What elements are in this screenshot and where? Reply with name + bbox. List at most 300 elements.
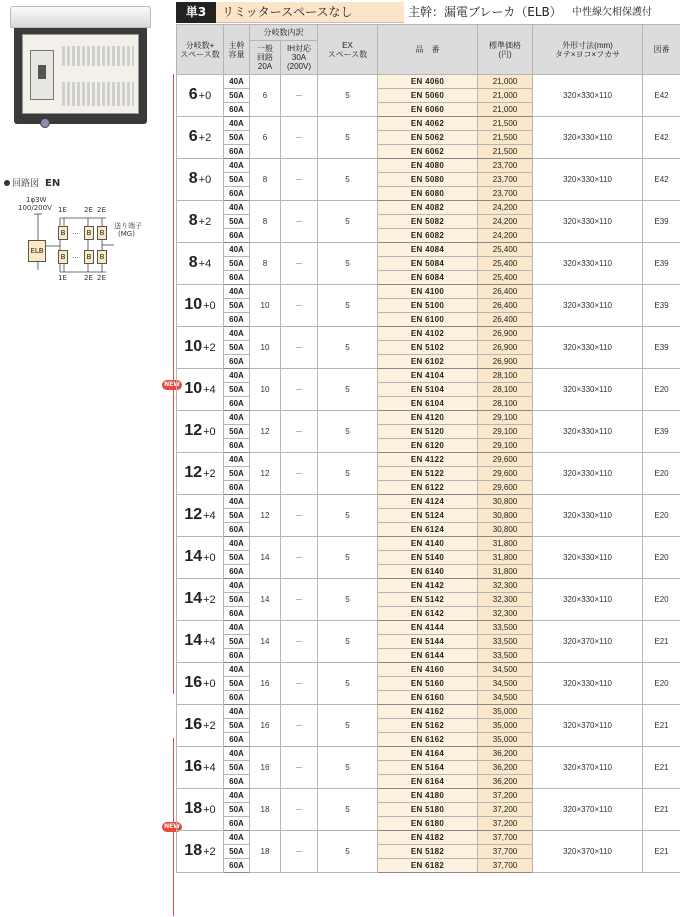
label-1e: 1E [58,206,67,214]
price-cell: 26,400 [478,285,533,299]
product-code-cell: EN 4182 [378,831,478,845]
product-photo [10,6,151,124]
dimensions-cell: 320×330×110 [533,117,643,159]
general-circuit-cell: 16 [250,747,281,789]
main-capacity-cell: 60A [224,859,250,873]
product-code-cell: EN 4060 [378,75,478,89]
drawing-number-cell: E39 [643,201,680,243]
price-cell: 24,200 [478,229,533,243]
main-capacity-cell: 60A [224,229,250,243]
product-code-cell: EN 4062 [378,117,478,131]
table-body [177,75,680,873]
general-circuit-cell: 12 [250,495,281,537]
drawing-number-cell: E42 [643,117,680,159]
price-cell: 23,700 [478,173,533,187]
ih-circuit-cell: － [281,411,318,453]
product-code-cell: EN 5080 [378,173,478,187]
col-dimensions: 外形寸法(mm) タテ×ヨコ×フカサ [533,25,643,75]
product-code-cell: EN 6080 [378,187,478,201]
space-count: +0 [198,90,212,102]
price-cell: 37,200 [478,789,533,803]
price-cell: 29,100 [478,439,533,453]
branch-count-cell [177,747,224,789]
section-subtitle: リミッタースペースなし [216,2,404,23]
product-code-cell: EN 4100 [378,285,478,299]
product-code-cell: EN 6182 [378,859,478,873]
ih-circuit-cell: － [281,201,318,243]
ih-circuit-cell: － [281,243,318,285]
ellipsis: … [72,252,79,260]
product-code-cell: EN 6180 [378,817,478,831]
product-code-cell: EN 6120 [378,439,478,453]
ex-space-cell: 5 [318,117,378,159]
product-spec-table [176,24,680,873]
price-cell: 34,500 [478,663,533,677]
product-code-cell: EN 5062 [378,131,478,145]
ih-circuit-cell: － [281,663,318,705]
price-cell: 26,900 [478,341,533,355]
main-capacity-cell: 60A [224,355,250,369]
price-cell: 25,400 [478,257,533,271]
product-code-cell: EN 4082 [378,201,478,215]
ellipsis: … [72,228,79,236]
general-circuit-cell: 6 [250,117,281,159]
space-count: +2 [198,216,212,228]
product-code-cell: EN 6122 [378,481,478,495]
main-capacity-cell: 40A [224,747,250,761]
general-circuit-cell: 18 [250,831,281,873]
drawing-number-cell: E42 [643,75,680,117]
table-row [177,663,680,677]
branch-count: 16 [184,674,203,691]
drawing-number-cell: E39 [643,327,680,369]
space-count: +2 [203,720,216,732]
label-2e: 2E [97,274,106,282]
space-count: +0 [203,804,216,816]
branch-count-cell [177,285,224,327]
main-capacity-cell: 50A [224,635,250,649]
drawing-number-cell: E21 [643,705,680,747]
ex-space-cell: 5 [318,747,378,789]
price-cell: 24,200 [478,215,533,229]
product-code-cell: EN 4162 [378,705,478,719]
price-cell: 33,500 [478,635,533,649]
drawing-number-cell: E39 [643,243,680,285]
product-code-cell: EN 4120 [378,411,478,425]
ih-circuit-cell: － [281,789,318,831]
price-cell: 26,400 [478,313,533,327]
ex-space-cell: 5 [318,579,378,621]
branch-count-cell [177,243,224,285]
ex-space-cell: 5 [318,663,378,705]
product-code-cell: EN 6084 [378,271,478,285]
ih-circuit-cell: － [281,705,318,747]
main-capacity-cell: 40A [224,621,250,635]
col-drawing: 図番 [643,25,680,75]
space-count: +4 [203,510,216,522]
col-price: 標準価格 (円) [478,25,533,75]
ex-space-cell: 5 [318,831,378,873]
dimensions-cell: 320×330×110 [533,411,643,453]
product-code-cell: EN 6144 [378,649,478,663]
price-cell: 36,200 [478,761,533,775]
ex-space-cell: 5 [318,243,378,285]
main-breaker-title: 主幹：漏電ブレーカ（ELB） [408,5,562,19]
product-code-cell: EN 5102 [378,341,478,355]
col-ex-space: EX スペース数 [318,25,378,75]
branch-count-cell [177,75,224,117]
main-capacity-cell: 60A [224,481,250,495]
ex-space-cell: 5 [318,327,378,369]
space-count: +2 [203,342,216,354]
main-capacity-cell: 60A [224,145,250,159]
breaker-box: B [84,226,94,240]
main-capacity-cell: 50A [224,257,250,271]
dimensions-cell: 320×330×110 [533,453,643,495]
general-circuit-cell: 16 [250,705,281,747]
product-code-cell: EN 5144 [378,635,478,649]
table-row [177,285,680,299]
main-capacity-cell: 60A [224,775,250,789]
product-code-cell: EN 6104 [378,397,478,411]
label-2e: 2E [97,206,106,214]
branch-count-cell [177,159,224,201]
product-code-cell: EN 5164 [378,761,478,775]
circuit-model: EN [45,178,61,189]
main-capacity-cell: 60A [224,103,250,117]
product-code-cell: EN 5084 [378,257,478,271]
main-capacity-cell: 50A [224,383,250,397]
main-capacity-cell: 40A [224,201,250,215]
price-cell: 31,800 [478,537,533,551]
product-code-cell: EN 4140 [378,537,478,551]
dimensions-cell: 320×330×110 [533,369,643,411]
drawing-number-cell: E42 [643,159,680,201]
product-code-cell: EN 4124 [378,495,478,509]
main-capacity-cell: 50A [224,593,250,607]
product-code-cell: EN 5140 [378,551,478,565]
price-cell: 33,500 [478,649,533,663]
table-row [177,453,680,467]
branch-count-cell [177,453,224,495]
price-cell: 29,100 [478,411,533,425]
drawing-number-cell: E21 [643,831,680,873]
price-cell: 26,900 [478,327,533,341]
main-capacity-cell: 50A [224,509,250,523]
price-cell: 21,000 [478,89,533,103]
drawing-number-cell: E39 [643,411,680,453]
product-code-cell: EN 4160 [378,663,478,677]
product-code-cell: EN 5160 [378,677,478,691]
ex-space-cell: 5 [318,285,378,327]
space-count: +2 [198,132,212,144]
product-code-cell: EN 6124 [378,523,478,537]
product-code-cell: EN 5142 [378,593,478,607]
main-capacity-cell: 60A [224,397,250,411]
branch-count-cell [177,579,224,621]
branch-count: 14 [184,548,203,565]
main-capacity-cell: 50A [224,803,250,817]
product-code-cell: EN 5182 [378,845,478,859]
dimensions-cell: 320×330×110 [533,75,643,117]
dimensions-cell: 320×330×110 [533,243,643,285]
dimensions-cell: 320×370×110 [533,747,643,789]
breaker-box: B [58,226,68,240]
main-capacity-cell: 50A [224,299,250,313]
product-code-cell: EN 5180 [378,803,478,817]
price-cell: 25,400 [478,243,533,257]
drawing-number-cell: E21 [643,789,680,831]
main-capacity-cell: 60A [224,817,250,831]
breaker-box: B [97,250,107,264]
branch-count-cell [177,327,224,369]
drawing-number-cell: E20 [643,579,680,621]
ex-space-cell: 5 [318,705,378,747]
branch-count-cell [177,705,224,747]
table-row [177,495,680,509]
main-capacity-cell: 60A [224,733,250,747]
branch-count-cell [177,495,224,537]
price-cell: 32,300 [478,593,533,607]
product-code-cell: EN 6140 [378,565,478,579]
main-capacity-cell: 50A [224,173,250,187]
price-cell: 21,000 [478,103,533,117]
dimensions-cell: 320×330×110 [533,159,643,201]
general-circuit-cell: 10 [250,285,281,327]
product-code-cell: EN 4104 [378,369,478,383]
table-row [177,117,680,131]
price-cell: 37,200 [478,817,533,831]
dimensions-cell: 320×330×110 [533,327,643,369]
branch-count-cell [177,831,224,873]
space-count: +4 [198,258,212,270]
main-capacity-cell: 60A [224,523,250,537]
space-count: +4 [203,762,216,774]
dimensions-cell: 320×330×110 [533,201,643,243]
price-cell: 34,500 [478,677,533,691]
main-capacity-cell: 50A [224,761,250,775]
product-code-cell: EN 4142 [378,579,478,593]
dimensions-cell: 320×330×110 [533,495,643,537]
price-cell: 21,500 [478,145,533,159]
main-capacity-cell: 60A [224,565,250,579]
elb-box: ELB [28,240,46,262]
main-capacity-cell: 40A [224,243,250,257]
product-code-cell: EN 6060 [378,103,478,117]
branch-count: 12 [184,422,203,439]
drawing-number-cell: E20 [643,663,680,705]
product-code-cell: EN 4164 [378,747,478,761]
main-capacity-cell: 40A [224,369,250,383]
price-cell: 29,600 [478,453,533,467]
table-row [177,369,680,383]
branch-count: 12 [184,464,203,481]
branch-count: 10 [184,296,203,313]
product-code-cell: EN 4122 [378,453,478,467]
table-row [177,747,680,761]
general-circuit-cell: 18 [250,789,281,831]
branch-count-cell [177,663,224,705]
branch-count: 10 [184,338,203,355]
product-code-cell: EN 5122 [378,467,478,481]
branch-count: 18 [184,800,203,817]
branch-count-cell [177,537,224,579]
price-cell: 33,500 [478,621,533,635]
general-circuit-cell: 8 [250,159,281,201]
table-row [177,789,680,803]
dimensions-cell: 320×370×110 [533,789,643,831]
main-capacity-cell: 50A [224,845,250,859]
main-capacity-cell: 40A [224,117,250,131]
label-1e: 1E [58,274,67,282]
product-code-cell: EN 4102 [378,327,478,341]
main-capacity-cell: 40A [224,579,250,593]
general-circuit-cell: 16 [250,663,281,705]
table-header [177,25,680,75]
table-row [177,621,680,635]
main-capacity-cell: 60A [224,607,250,621]
main-capacity-cell: 40A [224,831,250,845]
price-cell: 23,700 [478,159,533,173]
col-main-capacity: 主幹 容量 [224,25,250,75]
space-count: +0 [203,300,216,312]
ih-circuit-cell: － [281,537,318,579]
general-circuit-cell: 14 [250,579,281,621]
main-capacity-cell: 60A [224,691,250,705]
price-cell: 35,000 [478,705,533,719]
ih-circuit-cell: － [281,495,318,537]
ih-circuit-cell: － [281,579,318,621]
ih-circuit-cell: － [281,747,318,789]
ex-space-cell: 5 [318,537,378,579]
ex-space-cell: 5 [318,159,378,201]
main-capacity-cell: 40A [224,327,250,341]
general-circuit-cell: 14 [250,621,281,663]
main-capacity-cell: 40A [224,411,250,425]
ex-space-cell: 5 [318,411,378,453]
ex-space-cell: 5 [318,75,378,117]
product-code-cell: EN 6160 [378,691,478,705]
branch-count: 16 [184,758,203,775]
circuit-diagram [10,196,150,282]
drawing-number-cell: E20 [643,453,680,495]
dimensions-cell: 320×330×110 [533,579,643,621]
product-code-cell: EN 6102 [378,355,478,369]
ex-space-cell: 5 [318,453,378,495]
main-capacity-cell: 50A [224,89,250,103]
col-branch-count: 分岐数+ スペース数 [177,25,224,75]
price-cell: 31,800 [478,565,533,579]
space-count: +4 [203,384,216,396]
col-branch-breakdown: 分岐数内訳 [250,25,318,41]
main-capacity-cell: 50A [224,677,250,691]
space-count: +2 [203,594,216,606]
branch-count: 14 [184,632,203,649]
table-row [177,831,680,845]
dimensions-cell: 320×330×110 [533,663,643,705]
breaker-box: B [58,250,68,264]
product-code-cell: EN 6062 [378,145,478,159]
product-code-cell: EN 4080 [378,159,478,173]
general-circuit-cell: 8 [250,243,281,285]
branch-count: 16 [184,716,203,733]
branch-count: 6 [188,86,198,103]
price-cell: 37,700 [478,831,533,845]
price-cell: 37,200 [478,803,533,817]
breaker-box: B [97,226,107,240]
price-cell: 32,300 [478,607,533,621]
main-capacity-cell: 60A [224,187,250,201]
product-code-cell: EN 5120 [378,425,478,439]
product-code-cell: EN 4084 [378,243,478,257]
general-circuit-cell: 12 [250,411,281,453]
general-circuit-cell: 10 [250,369,281,411]
label-2e: 2E [84,206,93,214]
table-row [177,537,680,551]
space-count: +0 [198,174,212,186]
product-code-cell: EN 5082 [378,215,478,229]
table-row [177,201,680,215]
ex-space-cell: 5 [318,789,378,831]
main-capacity-cell: 50A [224,719,250,733]
branch-count: 18 [184,842,203,859]
main-capacity-cell: 50A [224,467,250,481]
product-code-cell: EN 5162 [378,719,478,733]
main-capacity-cell: 50A [224,551,250,565]
main-capacity-cell: 40A [224,663,250,677]
breaker-box: B [84,250,94,264]
general-circuit-cell: 8 [250,201,281,243]
branch-count: 12 [184,506,203,523]
price-cell: 29,600 [478,481,533,495]
main-capacity-cell: 40A [224,453,250,467]
terminal-label: 送り端子 [114,222,142,230]
main-capacity-cell: 50A [224,425,250,439]
general-circuit-cell: 12 [250,453,281,495]
branch-count: 10 [184,380,203,397]
price-cell: 25,400 [478,271,533,285]
table-row [177,411,680,425]
price-cell: 28,100 [478,369,533,383]
ih-circuit-cell: － [281,75,318,117]
price-cell: 35,000 [478,719,533,733]
new-badge: NEW [162,822,182,832]
ih-circuit-cell: － [281,159,318,201]
main-capacity-cell: 60A [224,439,250,453]
bullet-icon [4,180,10,186]
dimensions-cell: 320×370×110 [533,831,643,873]
ih-circuit-cell: － [281,327,318,369]
main-capacity-cell: 60A [224,271,250,285]
price-cell: 28,100 [478,397,533,411]
table-row [177,159,680,173]
drawing-number-cell: E20 [643,495,680,537]
main-capacity-cell: 40A [224,285,250,299]
label-2e: 2E [84,274,93,282]
main-capacity-cell: 60A [224,313,250,327]
drawing-number-cell: E20 [643,369,680,411]
product-code-cell: EN 5104 [378,383,478,397]
table-row [177,243,680,257]
supply-label: 1φ3W [26,196,47,204]
branch-count: 8 [188,254,198,271]
dimensions-cell: 320×370×110 [533,705,643,747]
branch-count-cell [177,621,224,663]
main-capacity-cell: 40A [224,495,250,509]
main-capacity-cell: 50A [224,131,250,145]
price-cell: 21,500 [478,131,533,145]
product-code-cell: EN 6142 [378,607,478,621]
